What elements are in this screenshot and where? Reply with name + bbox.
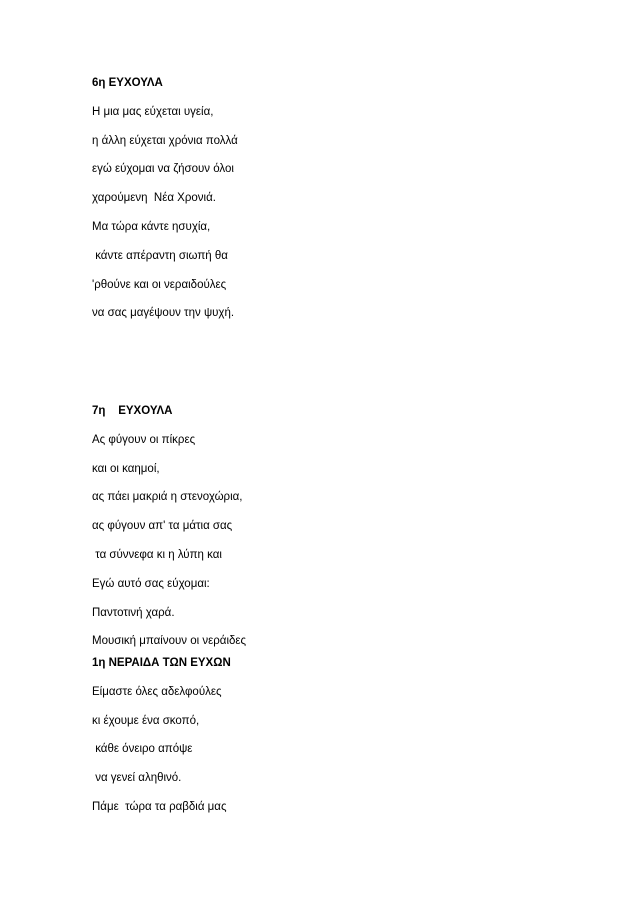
text-line: και οι καημοί, (92, 462, 160, 475)
text-line: 'ρθούνε και οι νεραιδούλες (92, 278, 227, 291)
text-line: χαρούμενη Νέα Χρονιά. (92, 192, 216, 205)
text-line: κάντε απέραντη σιωπή θα (92, 249, 228, 262)
text-line: ας φύγουν απ' τα μάτια σας (92, 520, 233, 533)
text-line: Μουσική μπαίνουν οι νεράιδες (92, 635, 247, 648)
section-heading: 7η ΕΥΧΟΥΛΑ (92, 405, 173, 417)
section-7th-wish (92, 404, 246, 663)
section-1st-fairy (92, 656, 231, 829)
text-line: κι έχουμε ένα σκοπό, (92, 714, 200, 727)
text-line: Εγώ αυτό σας εύχομαι: (92, 577, 210, 590)
section-heading: 6η ΕΥΧΟΥΛΑ (92, 77, 163, 89)
text-line: να σας μαγέψουν την ψυχή. (92, 307, 235, 320)
text-line: ας πάει μακριά η στενοχώρια, (92, 491, 243, 504)
text-line: Η μια μας εύχεται υγεία, (92, 105, 214, 118)
section-6th-wish (92, 76, 238, 335)
text-line: Πάμε τώρα τα ραβδιά μας (92, 800, 227, 813)
text-line: κάθε όνειρο απόψε (92, 743, 193, 756)
text-line: εγώ εύχομαι να ζήσουν όλοι (92, 163, 234, 176)
text-line: Παντοτινή χαρά. (92, 606, 175, 619)
text-line: τα σύννεφα κι η λύπη και (92, 548, 222, 561)
text-line: η άλλη εύχεται χρόνια πολλά (92, 134, 238, 147)
section-heading: 1η ΝΕΡΑΙΔΑ ΤΩΝ ΕΥΧΩΝ (92, 657, 231, 669)
text-line: να γενεί αληθινό. (92, 772, 182, 785)
text-line: Μα τώρα κάντε ησυχία, (92, 220, 211, 233)
text-line: Είμαστε όλες αδελφούλες (92, 685, 222, 698)
text-line: Ας φύγουν οι πίκρες (92, 433, 196, 446)
